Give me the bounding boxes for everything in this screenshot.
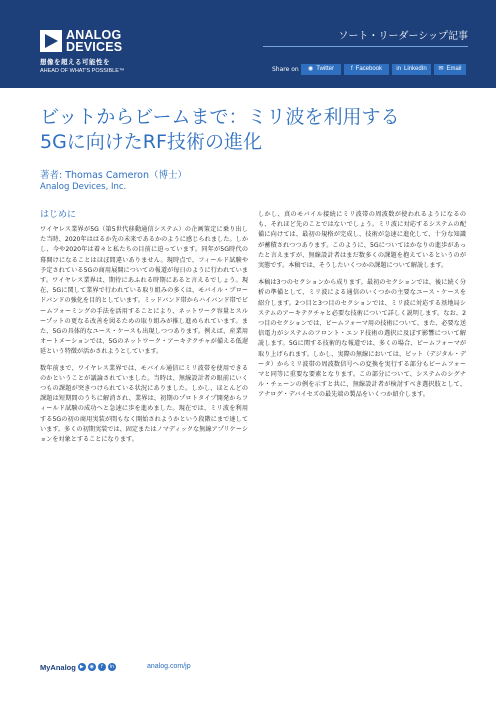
- article-paragraph: 数年前まで、ワイヤレス業界では、モバイル通信にミリ波帯を使用できるのかということが議論されていました。当時は、無線設計者の眼前にいくつもの課題が突きつけられている状況にありました。しかし、ほとんどの課題は短期間のうちに解消され、業界は、初期のプロトタイプ開発からフィールド試験の成功へと急速に歩を進めました。現在では、ミリ波を利用する5Gの初の商用実装が間もなく開始されようかという段階にまで達しています。多くの初期実装では、固定またはノマディックな無線アプリケーションを対象とすることになります。: [40, 364, 248, 444]
- facebook-icon[interactable]: f: [98, 663, 106, 671]
- youtube-icon[interactable]: ▶: [78, 663, 86, 671]
- share-label: Share on: [272, 66, 299, 73]
- twitter-icon[interactable]: ◉: [89, 664, 95, 670]
- article-column-left: [40, 210, 248, 451]
- article-title-line-2: 5Gに向けたRF技術の進化: [40, 131, 262, 153]
- logo-word-analog: ANALOG: [66, 28, 122, 42]
- article-affiliation: Analog Devices, Inc.: [40, 182, 127, 192]
- share-linkedin-label: LinkedIn: [403, 66, 427, 72]
- share-email-label: Email: [446, 66, 462, 72]
- article-paragraph: 本稿は3つのセクションから成ります。最初のセクションでは、後に続く分析の準備として、ミリ波による通信のいくつかの主要なユース・ケースを紹介します。2つ目と3つ目のセクションでは、ミリ波に対応する基地局システムのアーキテクチャと必要な技術について詳しく説明します。なお、2つ目のセクションでは、ビームフォーマ用の技術について、また、必要な送信電力がシステムのフロント・エンド技術の選択に及ぼす影響について解説します。5Gに関する技術的な報道では、多くの場合、ビームフォーマが取り上げられます。しかし、実際の無線においては、ビット（デジタル・データ）からミリ波帯の周波数信号への変換を実行する部分もビームフォーマと同等に重要な要素となります。この部分について、システムのシグナル・チェーンの例を示すと共に、無線設計者が検討すべき選択肢として、アナログ・デバイセズの最先端の製品をいくつか紹介します。: [258, 279, 466, 399]
- header-banner: [0, 0, 496, 88]
- email-icon: ✉: [438, 66, 444, 72]
- article-paragraph: ワイヤレス業界が5G（第5世代移動通信システム）の企画策定に乗り出した当時、2020年ははるか先の未来であるかのように感じられました。しかし、今や2020年は着々と私たちの目前に迫っています。同年が5G時代の幕開けになることはほぼ間違いありません。現時点で、フィールド試験や予定されている5Gの商用展開についての報道が毎日のように行われています。ワイヤレス業界は、期待にあふれる時期にあると言えるでしょう。現在、5Gに関して業界で行われている取り組みの多くは、モバイル・ブロードバンドの強化を目的としています。ミッドバンド帯からハイバンド帯でビームフォーミングの手法を活用することにより、ネットワーク容量とスループットの更なる改善を図るための取り組みが推し進められています。また、5Gの具体的なユース・ケースも出現しつつあります。例えば、産業用オートメーションでは、5Gのネットワーク・アーキテクチャが備える低遅延という特徴が活かされようとしています。: [40, 226, 248, 356]
- tagline-en: AHEAD OF WHAT'S POSSIBLE™: [40, 68, 125, 74]
- logo-wordmark: [66, 29, 122, 53]
- myanalog-footer[interactable]: [40, 662, 116, 672]
- linkedin-icon: in: [396, 66, 401, 72]
- logo-word-devices: DEVICES: [66, 40, 123, 54]
- share-email-button[interactable]: [434, 64, 466, 75]
- facebook-icon: f: [350, 66, 353, 72]
- article-title-line-1: ビットからビームまで：ミリ波を利用する: [40, 106, 400, 128]
- share-facebook-label: Facebook: [355, 66, 383, 72]
- footer-url-link[interactable]: analog.com/jp: [147, 663, 191, 670]
- linkedin-icon[interactable]: in: [109, 664, 115, 670]
- share-twitter-button[interactable]: [301, 64, 341, 75]
- article-author: 著者: Thomas Cameron（博士）: [40, 170, 187, 181]
- article-paragraph: しかし、真のモバイル接続にミリ波帯の周波数が使われるようになるのも、それほど先のことではないでしょう。ミリ波に対応するシステムの配備に向けては、最初の規格が完成し、技術が急速に進化して、十分な知識が蓄積されつつあります。このように、5Gについてはかなりの進歩があったと言えますが、無線設計者はまだ数多くの課題を抱えているというのが実態です。本稿では、そうしたいくつかの課題について解説します。: [258, 211, 466, 270]
- series-title: ソート・リーダーシップ記事: [338, 31, 468, 42]
- series-divider: [263, 46, 468, 47]
- share-linkedin-button[interactable]: [392, 64, 431, 75]
- article-title: [40, 105, 460, 155]
- myanalog-wordmark: MyAnalog: [40, 662, 76, 672]
- logo-triangle-icon: [40, 30, 62, 52]
- section-heading: はじめに: [40, 210, 77, 220]
- share-facebook-button[interactable]: [344, 64, 389, 75]
- tagline-jp: 想像を超える可能性を: [40, 58, 110, 66]
- twitter-icon: ◉: [308, 66, 314, 72]
- share-twitter-label: Twitter: [316, 66, 334, 72]
- article-column-right: [258, 210, 466, 408]
